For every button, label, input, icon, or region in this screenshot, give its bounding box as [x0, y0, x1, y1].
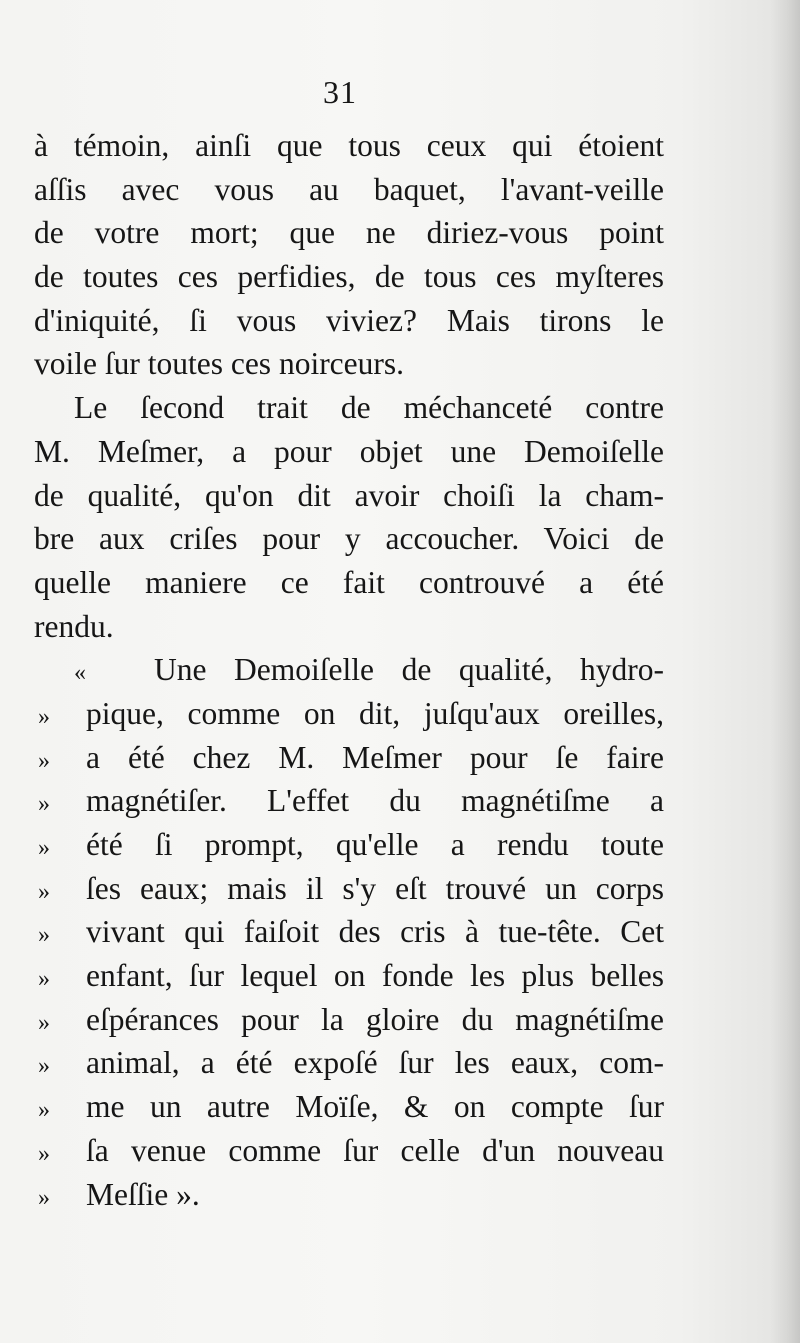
- page-number: 31: [323, 74, 357, 110]
- quote-text: ſes eaux; mais il s'y eſt trouvé un corps: [86, 870, 664, 906]
- page-edge-shadow: [770, 0, 800, 1343]
- quote-line: [34, 954, 664, 998]
- text-line: rendu.: [34, 608, 114, 644]
- quote-line: [34, 823, 664, 867]
- quote-line: [34, 1085, 664, 1129]
- text-line: M. Meſmer, a pour objet une Demoiſelle: [34, 433, 664, 469]
- quote-line: [34, 648, 664, 692]
- quote-line: [34, 1173, 664, 1217]
- quote-text: pique, comme on dit, juſqu'aux oreilles,: [86, 695, 664, 731]
- quote-text: Une Demoiſelle de qualité, hydro-: [154, 652, 664, 688]
- quote-text: eſpérances pour la gloire du magnétiſme: [86, 1001, 664, 1037]
- quote-text: été ſi prompt, qu'elle a rendu toute: [86, 827, 664, 862]
- quote-text: enfant, ſur lequel on fonde les plus belles: [86, 958, 664, 994]
- text-line: d'iniquité, ſi vous viviez? Mais tirons le: [34, 302, 664, 338]
- quote-mark: »: [38, 835, 50, 861]
- quote-line: [34, 1129, 664, 1173]
- quote-line: [34, 779, 664, 823]
- text-line: de toutes ces perfidies, de tous ces myſteres: [34, 259, 664, 295]
- quote-line: [34, 910, 664, 954]
- text-line: de votre mort; que ne diriez-vous point: [34, 215, 664, 251]
- quote-text: me un autre Moïſe, & on compte ſur: [86, 1089, 664, 1125]
- quote-mark: »: [38, 878, 50, 905]
- paragraph-1: [34, 124, 664, 386]
- text-line: aſſis avec vous au baquet, l'avant-veille: [34, 171, 664, 207]
- quote-mark: »: [38, 791, 50, 818]
- quote-mark: »: [38, 1053, 50, 1080]
- quote-line: [34, 998, 664, 1042]
- text-line: à témoin, ainſi que tous ceux qui étoient: [34, 128, 664, 163]
- paragraph-2: [34, 386, 664, 648]
- quotation: [34, 648, 664, 1216]
- text-line: bre aux criſes pour y accoucher. Voici de: [34, 521, 664, 557]
- quote-mark: »: [38, 922, 50, 949]
- quote-text: magnétiſer. L'effet du magnétiſme a: [86, 783, 664, 819]
- quote-mark: »: [38, 747, 50, 774]
- quote-text: Meſſie ».: [86, 1176, 200, 1212]
- quote-text: ſa venue comme ſur celle d'un nouveau: [86, 1132, 664, 1168]
- quote-mark: »: [38, 703, 50, 730]
- quote-text: animal, a été expoſé ſur les eaux, com-: [86, 1045, 664, 1081]
- text-line: de qualité, qu'on dit avoir choiſi la cham-: [34, 477, 664, 513]
- quote-line: [34, 736, 664, 780]
- quote-line: [34, 692, 664, 736]
- quote-line: [34, 867, 664, 911]
- quote-mark: »: [38, 1140, 50, 1167]
- quote-mark: »: [38, 966, 50, 993]
- text-line: voile ſur toutes ces noirceurs.: [34, 346, 405, 382]
- page-text: [34, 124, 664, 1216]
- quote-mark: «: [74, 660, 86, 687]
- text-line: quelle maniere ce fait controuvé a été: [34, 564, 664, 600]
- quote-text: vivant qui faiſoit des cris à tue-tête. Cet: [86, 914, 664, 950]
- quote-mark: »: [38, 1009, 50, 1036]
- quote-text: a été chez M. Meſmer pour ſe faire: [86, 739, 664, 775]
- quote-mark: »: [38, 1184, 50, 1211]
- text-line: Le ſecond trait de méchanceté contre: [74, 390, 664, 426]
- quote-line: [34, 1041, 664, 1085]
- quote-mark: »: [38, 1097, 50, 1124]
